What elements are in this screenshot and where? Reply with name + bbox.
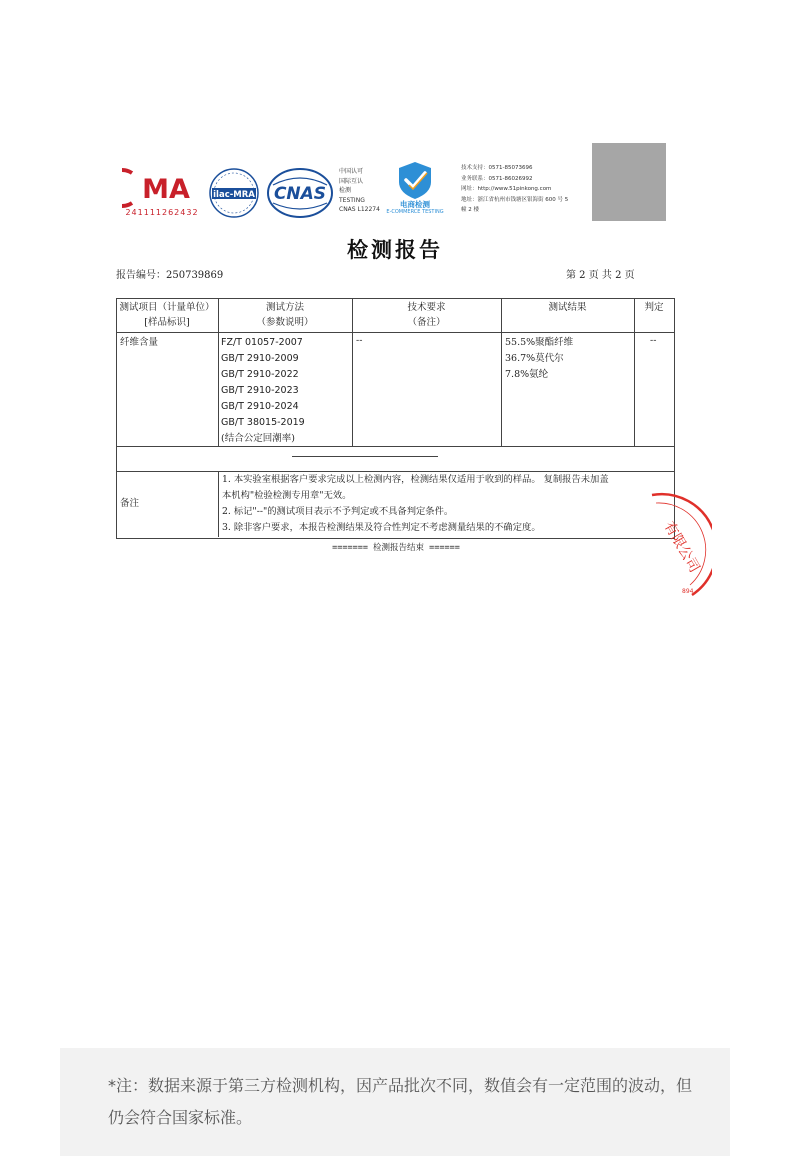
sample-photo bbox=[592, 143, 666, 221]
cnas-line: 中国认可 bbox=[339, 168, 364, 175]
stamp-text: 有限公司 bbox=[660, 519, 703, 576]
header-test-method: 测试方法 （参数说明） bbox=[256, 302, 314, 328]
contact-line: 幢 2 楼 bbox=[461, 207, 479, 213]
remarks-list: 1. 本实验室根据客户要求完成以上检测内容，检测结果仅适用于收到的样品。 复制报告未加盖 本机构"检验检测专用章"无效。 2. 标记"--"的测试项目表示不予判定或不具备判定条件。 3. 除非客户要求，本报告检测结果及符合性判定不考虑测量结果的不确定度。 bbox=[222, 474, 609, 533]
ecommerce-testing-logo bbox=[385, 160, 445, 218]
contact-info bbox=[461, 163, 591, 216]
page-number: 第 2 页 共 2 页 bbox=[566, 270, 635, 281]
cnas-accreditation-text bbox=[339, 167, 380, 215]
contact-line: 业务联系：0571-86026992 bbox=[461, 175, 533, 182]
footnote-text: *注：数据来源于第三方检测机构，因产品批次不同，数值会有一定范围的波动，但仍会符合国家标准。 bbox=[108, 1076, 693, 1127]
stamp-number: 894 bbox=[682, 588, 694, 595]
remarks-label: 备注 bbox=[120, 498, 140, 509]
header-result: 测试结果 bbox=[548, 302, 587, 313]
row-results: 55.5%聚酯纤维 36.7%莫代尔 7.8%氨纶 bbox=[505, 337, 574, 380]
shield-en-text: E-COMMERCE TESTING bbox=[386, 209, 444, 215]
company-seal-stamp bbox=[612, 485, 712, 610]
page-title: 检测报告 bbox=[347, 237, 443, 262]
contact-line: 地址：浙江省杭州市钱塘区银海街 600 号 5 bbox=[461, 196, 569, 203]
report-end-line: ======= 检测报告结束 ====== bbox=[332, 543, 460, 553]
shield-cn-text: 电商检测 bbox=[400, 200, 430, 209]
report-number: 报告编号：250739869 bbox=[116, 270, 224, 281]
cnas-line: TESTING bbox=[339, 196, 365, 204]
row-methods: FZ/T 01057-2007 GB/T 2910-2009 GB/T 2910-2022 GB/T 2910-2023 GB/T 2910-2024 GB/T 38015-2019 (结合公定回潮率) bbox=[221, 337, 305, 444]
ilac-mra-logo bbox=[208, 167, 260, 219]
cnas-line: CNAS L12274 bbox=[339, 206, 380, 213]
row-judgement: -- bbox=[650, 335, 657, 346]
row-item: 纤维含量 bbox=[120, 337, 159, 348]
contact-line: 技术支持：0571-85073696 bbox=[461, 165, 533, 171]
ilac-text: ilac-MRA bbox=[213, 190, 255, 200]
row-requirement: -- bbox=[356, 335, 363, 346]
header-requirement: 技术要求 （备注） bbox=[407, 302, 446, 328]
cnas-line: 检测 bbox=[339, 187, 352, 194]
cma-logo bbox=[122, 165, 202, 220]
contact-line: 网址：http://www.51pinkong.com bbox=[461, 186, 552, 192]
cnas-text: CNAS bbox=[273, 184, 327, 204]
header-test-item: 测试项目（计量单位） [样品标识] bbox=[119, 302, 215, 328]
cma-text: MA bbox=[142, 174, 190, 205]
cnas-logo bbox=[267, 167, 333, 219]
cnas-line: 国际互认 bbox=[339, 177, 364, 185]
cma-number: 241111262432 bbox=[125, 208, 199, 217]
header-judgement: 判定 bbox=[644, 302, 664, 313]
footnote-box bbox=[60, 1048, 730, 1156]
report-table bbox=[116, 298, 674, 538]
